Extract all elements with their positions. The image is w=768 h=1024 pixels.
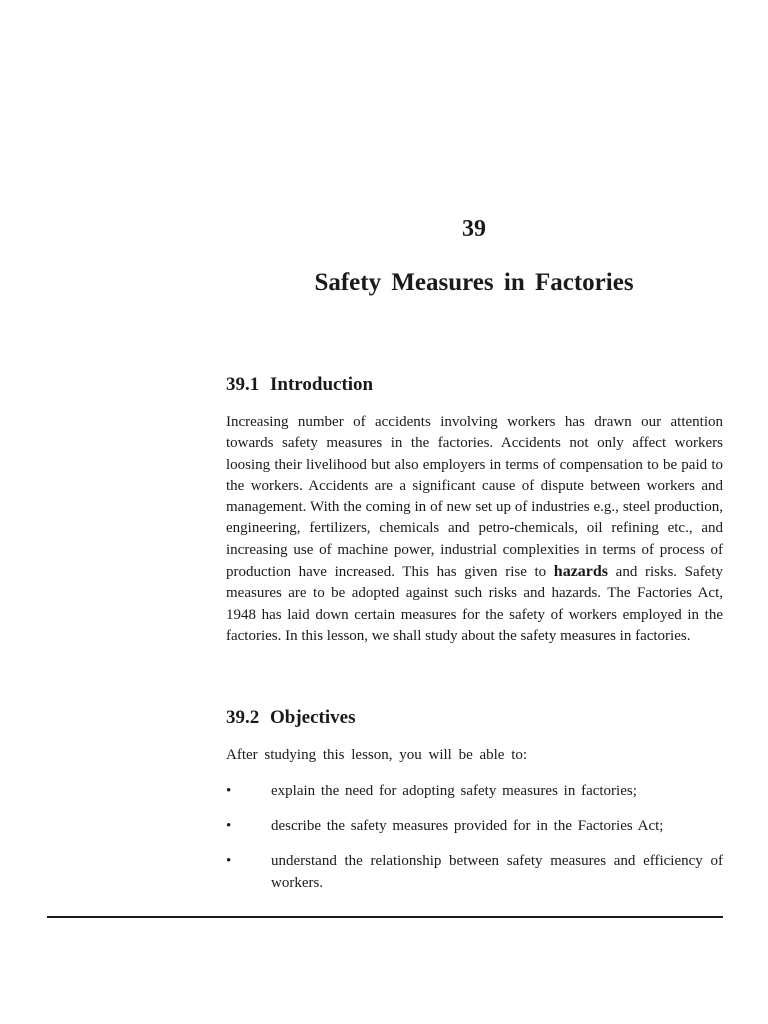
list-item (226, 780, 723, 802)
section-heading-objectives (226, 705, 355, 731)
list-item-text: explain the need for adopting safety measures in factories; (271, 783, 637, 799)
bullet-icon: • (226, 783, 232, 799)
bottom-divider (47, 916, 723, 918)
section-title: Introduction (270, 374, 374, 395)
section-number: 39.1 (226, 374, 260, 395)
chapter-title: Safety Measures in Factories (314, 269, 634, 296)
objectives-lead: After studying this lesson, you will be able to: (226, 747, 528, 763)
section-title: Objectives (270, 707, 356, 728)
list-item (226, 815, 723, 837)
paragraph-text: and risks. Safety measures are to be adopted against such risks and hazards. The Factories Act, 1948 has laid down certain measures for the safety of workers employed in the factories. In this lesson, we shall study about the safety measures in factories. (226, 564, 723, 644)
section-number: 39.2 (226, 707, 260, 728)
bold-term: hazards (553, 563, 609, 581)
bullet-icon: • (226, 853, 232, 869)
list-item (226, 850, 723, 894)
introduction-paragraph (226, 412, 723, 647)
objectives-list (226, 780, 723, 907)
bullet-icon: • (226, 818, 232, 834)
list-item-text: describe the safety measures provided for in the Factories Act; (271, 818, 664, 834)
section-heading-introduction (226, 372, 373, 398)
list-item-text: understand the relationship between safety measures and efficiency of workers. (271, 853, 723, 891)
paragraph-text: Increasing number of accidents involving workers has drawn our attention towards safety measures in the factories. Accidents not only affect workers loosing their livelihood but also employers in terms of compensation to be paid to the workers. Accidents are a significant cause of dispute between workers and management. With the coming in of new set up of industries e.g., steel production, engineering, fertilizers, chemicals and petro-chemicals, oil refining etc., and increasing use of machine power, industrial complexities in terms of process of production have increased. This has given rise to (226, 414, 723, 581)
chapter-number: 39 (462, 216, 486, 242)
